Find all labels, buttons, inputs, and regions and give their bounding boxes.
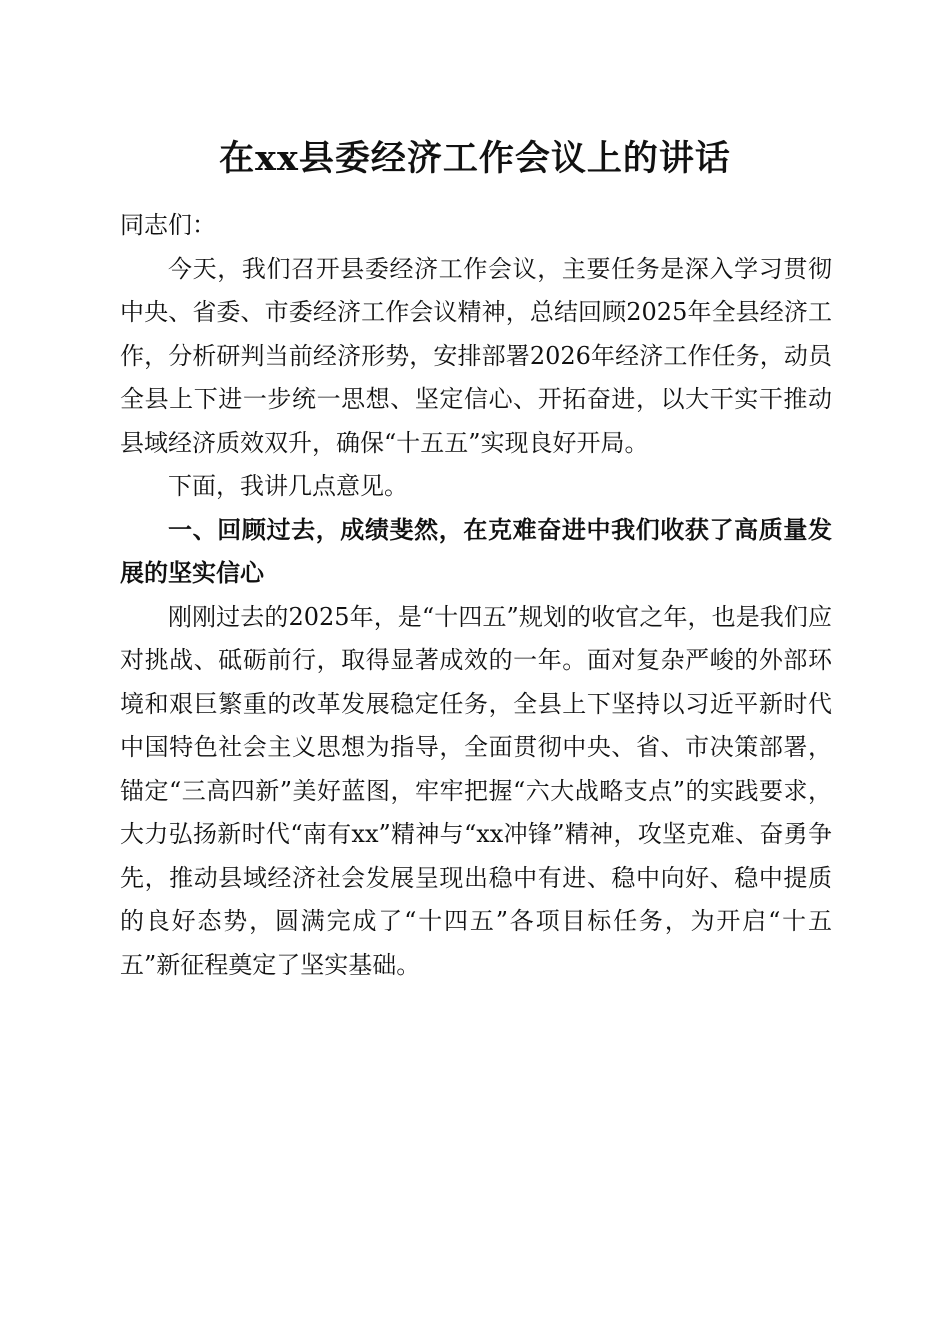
document-body: [120, 204, 832, 987]
transition-paragraph: 下面，我讲几点意见。: [168, 472, 408, 500]
document-title: 在xx县委经济工作会议上的讲话: [219, 138, 731, 179]
intro-paragraph: 今天，我们召开县委经济工作会议，主要任务是深入学习贯彻中央、省委、市委经济工作会议精神，总结回顾2025年全县经济工作，分析研判当前经济形势，安排部署2026年经济工作任务，动员全县上下进一步统一思想、坚定信心、开拓奋进，以大干实干推动县域经济质效双升，确保“十五五”实现良好开局。: [120, 254, 832, 457]
section-1-paragraph: 刚刚过去的2025年，是“十四五”规划的收官之年，也是我们应对挑战、砥砺前行，取得显著成效的一年。面对复杂严峻的外部环境和艰巨繁重的改革发展稳定任务，全县上下坚持以习近平新时代中国特色社会主义思想为指导，全面贯彻中央、省、市决策部署，锚定“三高四新”美好蓝图，牢牢把握“六大战略支点”的实践要求，大力弘扬新时代“南有xx”精神与“xx冲锋”精神，攻坚克难、奋勇争先，推动县域经济社会发展呈现出稳中有进、稳中向好、稳中提质的良好态势，圆满完成了“十四五”各项目标任务，为开启“十五五”新征程奠定了坚实基础。: [120, 602, 832, 979]
salutation: 同志们：: [120, 211, 216, 239]
section-1-heading: 一、回顾过去，成绩斐然，在克难奋进中我们收获了高质量发展的坚实信心: [120, 515, 832, 587]
